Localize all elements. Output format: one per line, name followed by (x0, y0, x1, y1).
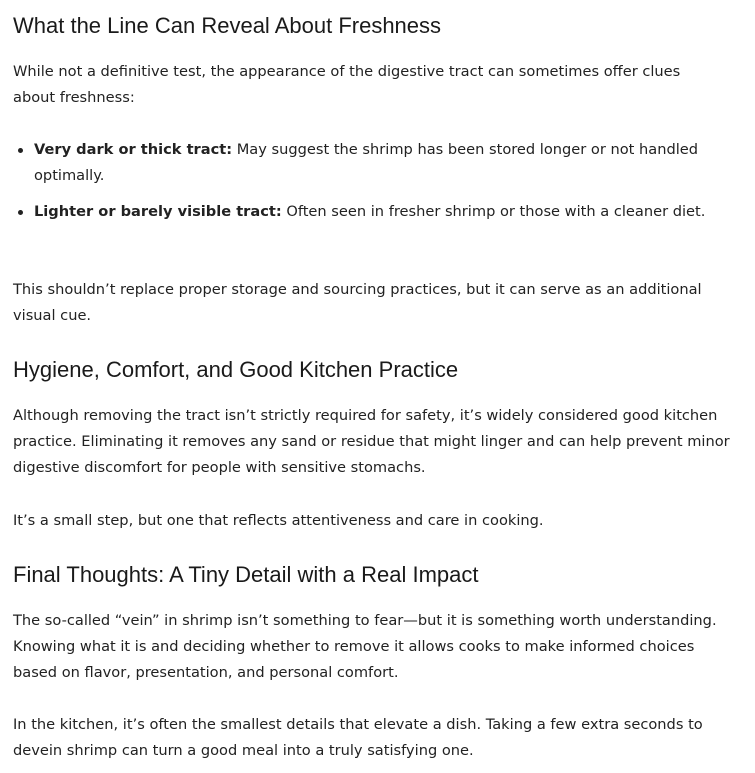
list-item (34, 199, 754, 225)
freshness-clues-list (13, 137, 754, 225)
freshness-intro-paragraph: While not a definitive test, the appearance of the digestive tract can sometimes offer clues about freshness: (13, 63, 681, 106)
section-heading-hygiene: Hygiene, Comfort, and Good Kitchen Practice (13, 357, 459, 382)
final-thoughts-paragraph-1: The so-called “vein” in shrimp isn’t something to fear—but it is something worth understanding. Knowing what it is and deciding whether to remove it allows cooks to make informed choices based on flavor, presentation, and personal comfort. (13, 612, 717, 681)
list-item-label: Lighter or barely visible tract: (34, 203, 282, 220)
section-heading-freshness: What the Line Can Reveal About Freshness (13, 13, 442, 38)
list-item-label: Very dark or thick tract: (34, 141, 233, 158)
list-item-text: Often seen in fresher shrimp or those with a cleaner diet. (281, 203, 706, 220)
hygiene-paragraph-1: Although removing the tract isn’t strictly required for safety, it’s widely considered good kitchen practice. Eliminating it removes any sand or residue that might linger and can help prevent minor digestive discomfort for people with sensitive stomachs. (13, 407, 730, 476)
section-heading-final-thoughts: Final Thoughts: A Tiny Detail with a Real Impact (13, 562, 479, 587)
freshness-outro-paragraph: This shouldn’t replace proper storage and sourcing practices, but it can serve as an additional visual cue. (13, 281, 702, 324)
hygiene-paragraph-2: It’s a small step, but one that reflects attentiveness and care in cooking. (13, 512, 544, 529)
list-item-text: May suggest the shrimp has been stored longer or not handled optimally. (34, 141, 699, 184)
final-thoughts-paragraph-2: In the kitchen, it’s often the smallest details that elevate a dish. Taking a few extra seconds to devein shrimp can turn a good meal into a truly satisfying one. (13, 716, 703, 759)
list-item (34, 137, 754, 189)
